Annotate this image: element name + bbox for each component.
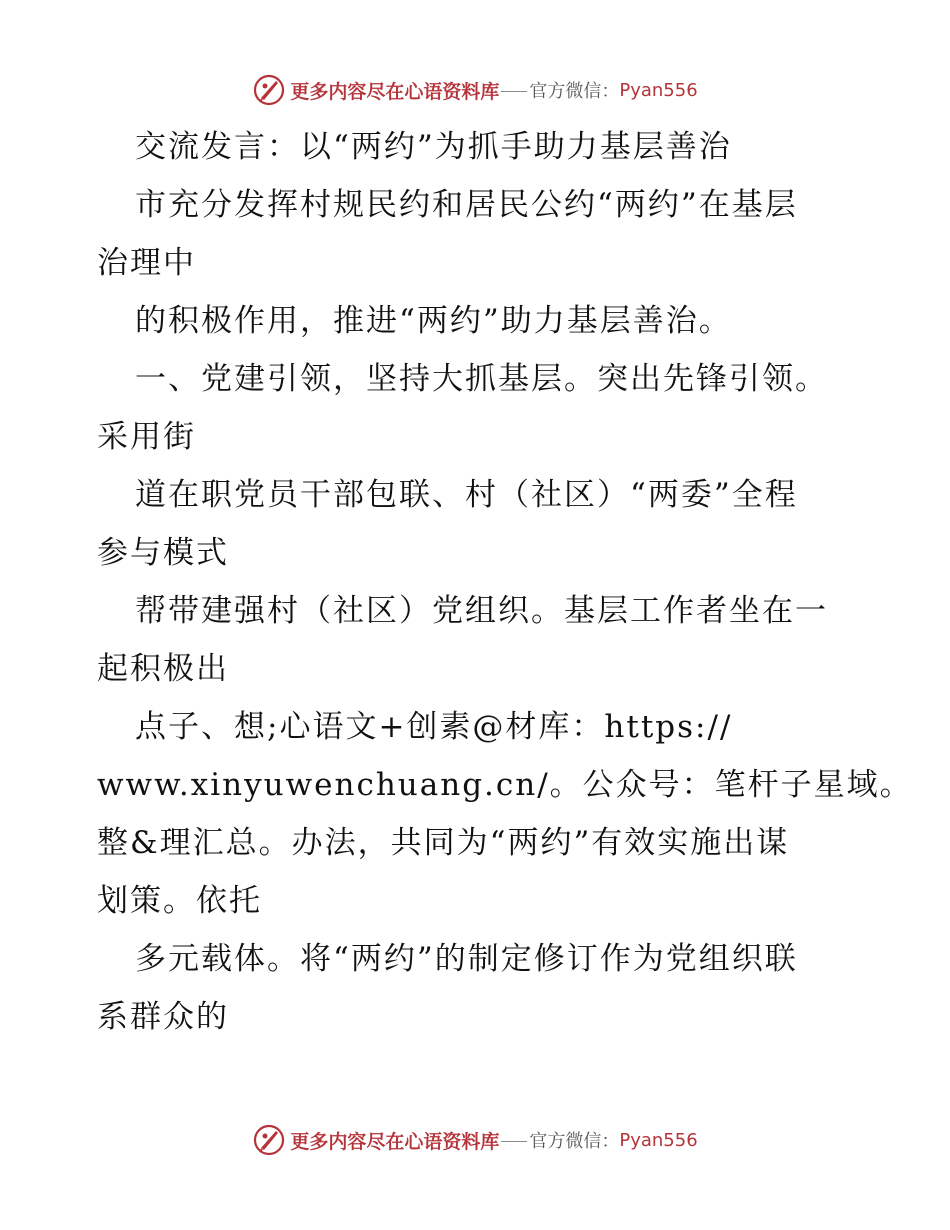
text-line: 点子、想;心语文+创素@材库：https://: [135, 709, 733, 745]
text-line: 起积极出: [97, 651, 229, 687]
text-line: 市充分发挥村规民约和居民公约“两约”在基层: [135, 187, 798, 223]
watermark-dash: [501, 91, 527, 92]
text-line: 道在职党员干部包联、村（社区）“两委”全程: [135, 477, 798, 513]
watermark-main-text: 更多内容尽在心语资料库: [290, 1130, 500, 1153]
text-line: 整&理汇总。办法，共同为“两约”有效实施出谋: [97, 825, 790, 861]
watermark-sub-text: 官方微信：: [529, 81, 620, 102]
document-body: [97, 118, 913, 1046]
watermark-header: [0, 70, 950, 110]
watermark-footer: [0, 1120, 950, 1160]
text-line: www.xinyuwenchuang.cn/。公众号：笔杆子星域。: [97, 767, 913, 803]
text-line: 多元载体。将“两约”的制定修订作为党组织联: [135, 941, 798, 977]
text-line: 帮带建强村（社区）党组织。基层工作者坐在一: [135, 593, 828, 629]
watermark-main-text: 更多内容尽在心语资料库: [290, 80, 500, 103]
text-line: 交流发言：以“两约”为抓手助力基层善治: [135, 129, 732, 165]
quill-logo-icon: [252, 73, 286, 107]
watermark-dash: [501, 1141, 527, 1142]
quill-logo-icon: [252, 1123, 286, 1157]
text-line: 采用街: [97, 419, 196, 455]
text-line: 治理中: [97, 245, 196, 281]
text-line: 划策。依托: [97, 883, 262, 919]
text-line: 参与模式: [97, 535, 229, 571]
text-line: 的积极作用，推进“两约”助力基层善治。: [135, 303, 732, 339]
text-line: 一、党建引领，坚持大抓基层。突出先锋引领。: [135, 361, 828, 397]
watermark-wechat-id: Pyan556: [619, 1129, 698, 1151]
watermark-sub-text: 官方微信：: [529, 1131, 620, 1152]
watermark-wechat-id: Pyan556: [619, 79, 698, 101]
text-line: 系群众的: [97, 999, 229, 1035]
